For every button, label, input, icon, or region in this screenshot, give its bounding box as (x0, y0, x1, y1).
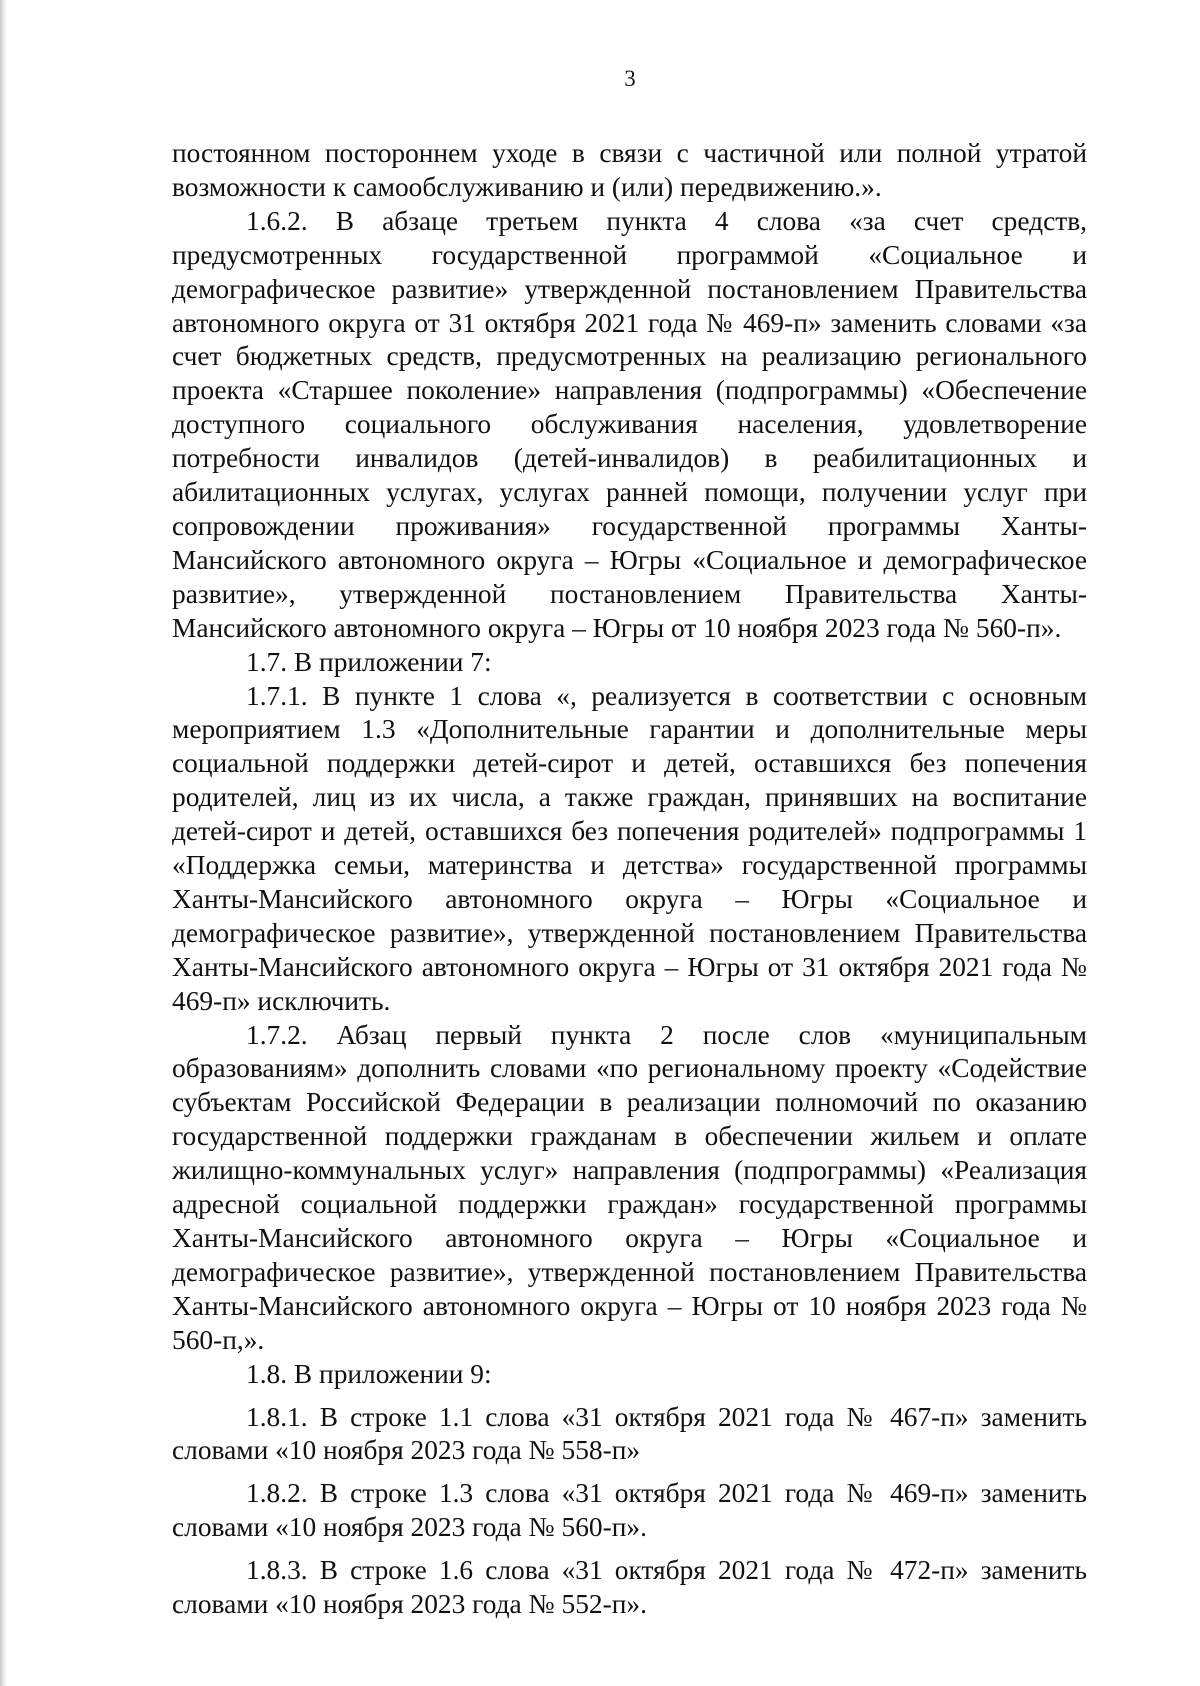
scan-edge-shadow (0, 0, 7, 1686)
page-number: 3 (624, 66, 636, 91)
paragraph-1-8-2: 1.8.2. В строке 1.3 слова «31 октября 2021 года № 469-п» заменить словами «10 ноября 2023 года № 560-п». (172, 1478, 1087, 1543)
paragraph-1-7: 1.7. В приложении 7: (246, 646, 492, 677)
paragraph-continuation: постоянном постороннем уходе в связи с частичной или полной утратой возможности к самообслуживанию и (или) передвижению.». (172, 138, 1087, 202)
paragraph-1-6-2: 1.6.2. В абзаце третьем пункта 4 слова «за счет средств, предусмотренных государственной программой «Социальное и демографическое развитие» утвержденной постановлением Правительства автономного округа от 31 октября 2021 года № 469-п» заменить словами «за счет бюджетных средств, предусмотренных на реализацию регионального проекта «Старшее поколение» направления (подпрограммы) «Обеспечение доступного социального обслуживания населения, удовлетворение потребности инвалидов (детей-инвалидов) в реабилитационных и абилитационных услугах, услугах ранней помощи, получении услуг при сопровождении проживания» государственной программы Ханты-Мансийского автономного округа – Югры «Социальное и демографическое развитие», утвержденной постановлением Правительства Ханты-Мансийского автономного округа – Югры от 10 ноября 2023 года № 560-п». (172, 205, 1087, 643)
paragraph-1-7-2: 1.7.2. Абзац первый пункта 2 после слов «муниципальным образованиям» дополнить словами «по региональному проекту «Содействие субъектам Российской Федерации в реализации полномочий по оказанию государственной поддержки гражданам в обеспечении жильем и оплате жилищно-коммунальных услуг» направления (подпрограммы) «Реализация адресной социальной поддержки граждан» государственной программы Ханты-Мансийского автономного округа – Югры «Социальное и демографическое развитие», утвержденной постановлением Правительства Ханты-Мансийского автономного округа – Югры от 10 ноября 2023 года № 560-п,». (172, 1019, 1087, 1355)
paragraph-1-7-1: 1.7.1. В пункте 1 слова «, реализуется в соответствии с основным мероприятием 1.3 «Дополнительные гарантии и дополнительные меры социальной поддержки детей-сирот и детей, оставшихся без попечения родителей, лиц из их числа, а также граждан, принявших на воспитание детей-сирот и детей, оставшихся без попечения родителей» подпрограммы 1 «Поддержка семьи, материнства и детства» государственной программы Ханты-Мансийского автономного округа – Югры «Социальное и демографическое развитие», утвержденной постановлением Правительства Ханты-Мансийского автономного округа – Югры от 31 октября 2021 года № 469-п» исключить. (172, 680, 1087, 1016)
paragraph-1-8: 1.8. В приложении 9: (246, 1358, 492, 1389)
document-body (172, 137, 1087, 1622)
paragraph-1-8-1: 1.8.1. В строке 1.1 слова «31 октября 2021 года № 467-п» заменить словами «10 ноября 2023 года № 558-п» (172, 1401, 1087, 1466)
paragraph-1-8-3: 1.8.3. В строке 1.6 слова «31 октября 2021 года № 472-п» заменить словами «10 ноября 2023 года № 552-п». (172, 1555, 1087, 1620)
